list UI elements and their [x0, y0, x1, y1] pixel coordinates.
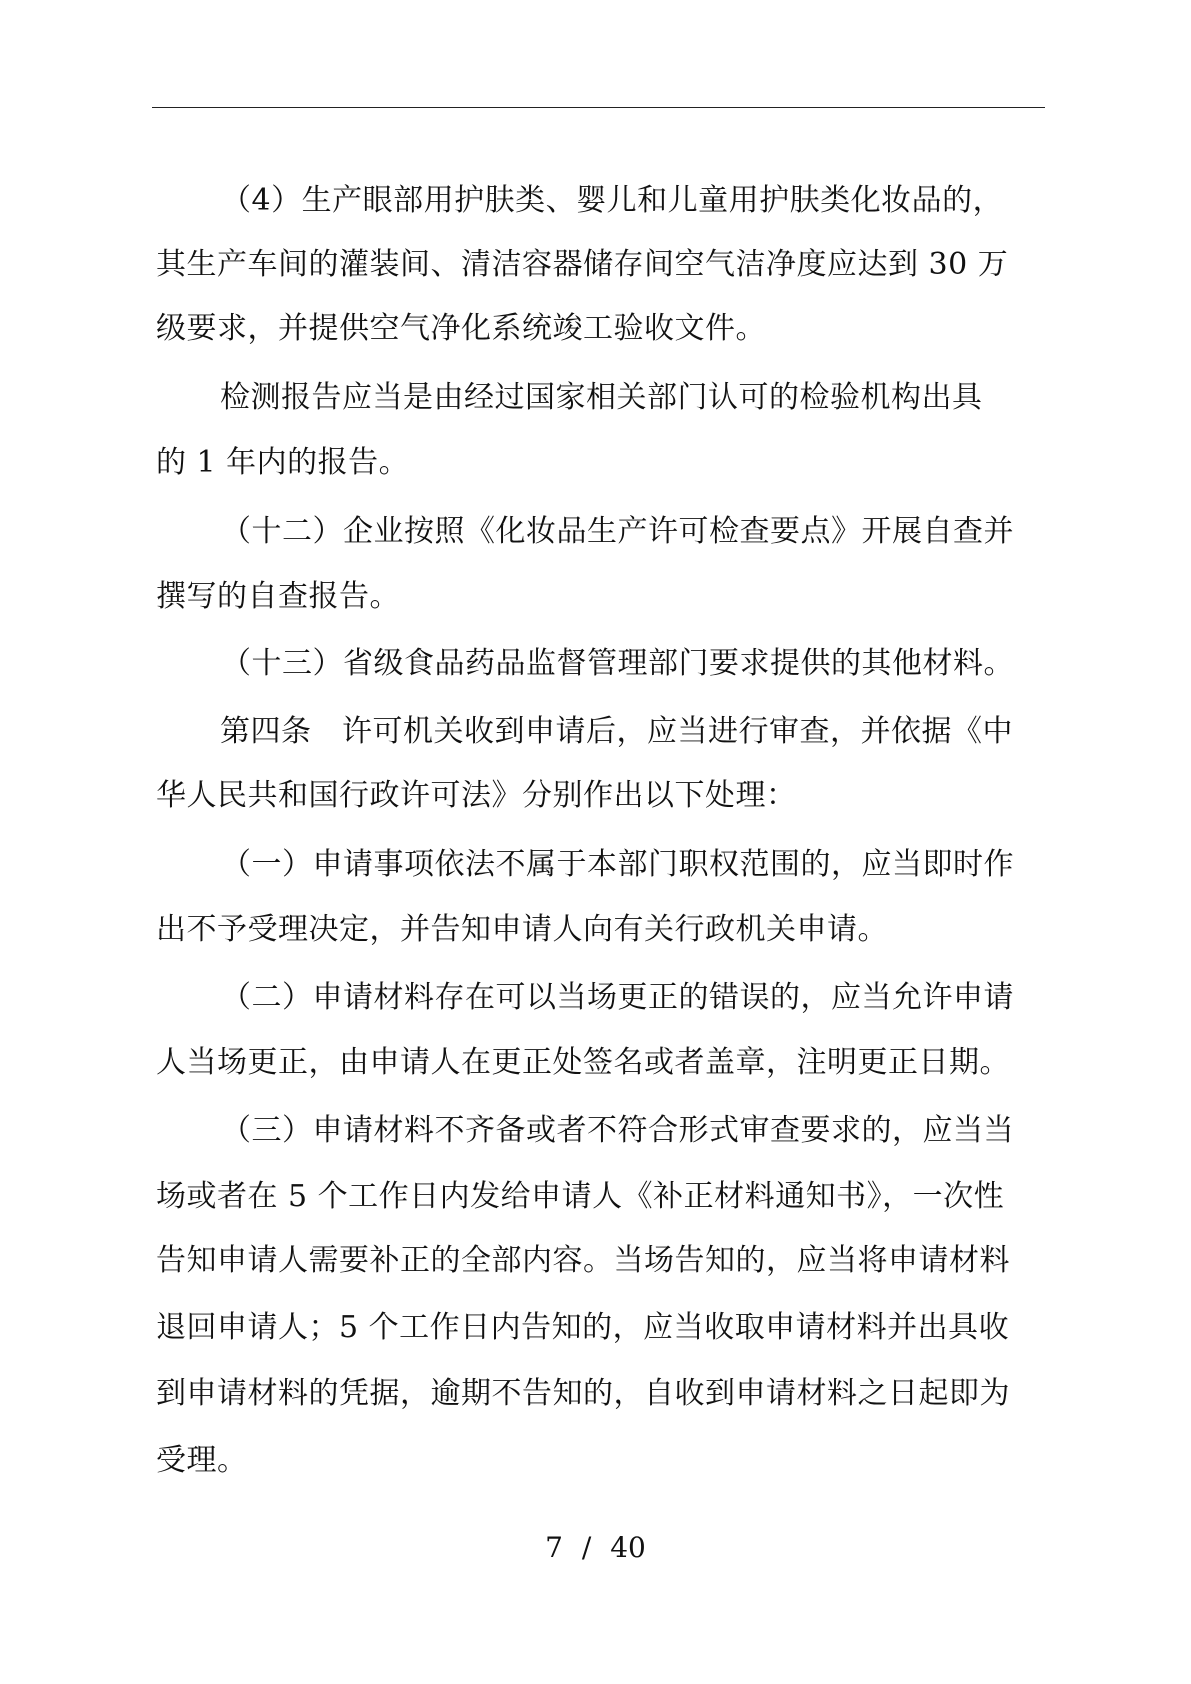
text-line: （一）申请事项依法不属于本部门职权范围的，应当即时作 — [221, 847, 1014, 882]
text-line: 人当场更正，由申请人在更正处签名或者盖章，注明更正日期。 — [156, 1045, 1010, 1080]
header-rule — [152, 107, 1045, 108]
text-line: 其生产车间的灌装间、清洁容器储存间空气洁净度应达到 30 万 — [156, 247, 1009, 282]
text-line: 级要求，并提供空气净化系统竣工验收文件。 — [156, 311, 766, 346]
text-line: 撰写的自查报告。 — [156, 579, 400, 614]
text-line: 出不予受理决定，并告知申请人向有关行政机关申请。 — [156, 912, 888, 947]
text-line: 受理。 — [156, 1443, 248, 1478]
text-line: （二）申请材料存在可以当场更正的错误的，应当允许申请 — [221, 980, 1014, 1015]
text-line: 到申请材料的凭据，逾期不告知的，自收到申请材料之日起即为 — [156, 1376, 1010, 1411]
text-line: 检测报告应当是由经过国家相关部门认可的检验机构出具 — [220, 380, 983, 415]
text-line: 场或者在 5 个工作日内发给申请人《补正材料通知书》，一次性 — [156, 1179, 1005, 1214]
text-line: 第四条 许可机关收到申请后，应当进行审查，并依据《中 — [220, 714, 1013, 749]
text-line: 告知申请人需要补正的全部内容。当场告知的，应当将申请材料 — [156, 1243, 1010, 1278]
text-line: （十二）企业按照《化妆品生产许可检查要点》开展自查并 — [221, 514, 1014, 549]
text-line: 华人民共和国行政许可法》分别作出以下处理： — [156, 778, 797, 813]
page-number: 7 / 40 — [545, 1531, 646, 1564]
text-line: （三）申请材料不齐备或者不符合形式审查要求的，应当当 — [221, 1113, 1014, 1148]
text-line: 退回申请人；5 个工作日内告知的，应当收取申请材料并出具收 — [156, 1310, 1010, 1345]
text-line: 的 1 年内的报告。 — [156, 445, 410, 480]
text-line: （4）生产眼部用护肤类、婴儿和儿童用护肤类化妆品的， — [221, 183, 1004, 218]
text-line: （十三）省级食品药品监督管理部门要求提供的其他材料。 — [221, 646, 1014, 681]
